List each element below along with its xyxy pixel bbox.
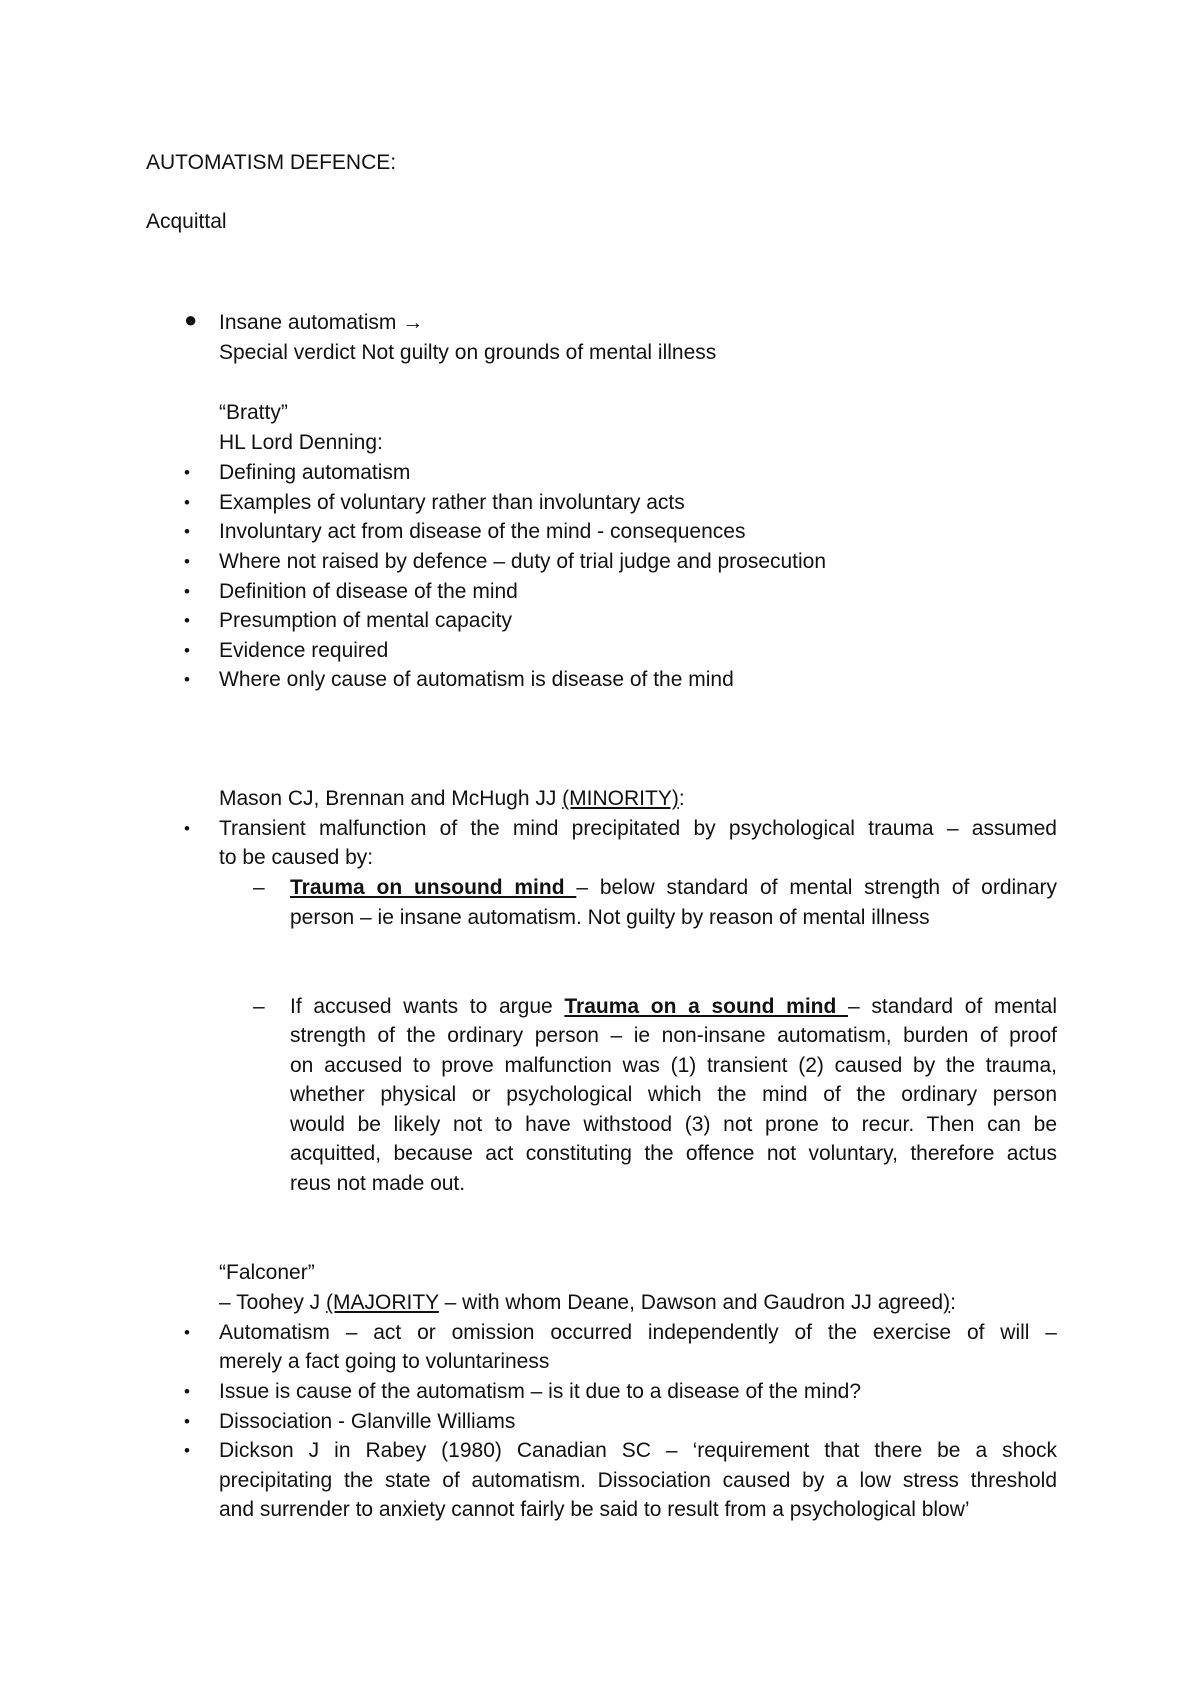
sound-mind-line1: [290, 996, 1057, 1017]
minority-judges-heading: [219, 788, 685, 809]
document-title: AUTOMATISM DEFENCE:: [146, 151, 397, 174]
sound-mind-line: reus not made out.: [290, 1172, 466, 1195]
bullet-icon: •: [184, 522, 190, 541]
bullet-icon: ●: [184, 307, 198, 332]
majority-label: (MAJORITY: [326, 1291, 439, 1314]
bullet-icon: •: [184, 611, 190, 630]
dash-icon: –: [253, 995, 265, 1018]
falconer-judges-heading: [219, 1292, 956, 1313]
list-item: Where only cause of automatism is disease of the mind: [219, 668, 734, 691]
falconer-point-automatism-line2: merely a fact going to voluntariness: [219, 1350, 550, 1373]
bullet-icon: •: [184, 582, 190, 601]
falconer-point-dissociation: Dissociation - Glanville Williams: [219, 1410, 516, 1433]
sound-mind-line: acquitted, because act constituting the offence not voluntary, therefore actus: [290, 1142, 1057, 1165]
bullet-icon: •: [184, 1441, 190, 1460]
sound-mind-line: on accused to prove malfunction was (1) transient (2) caused by the trauma,: [290, 1054, 1057, 1077]
majority-label-open: [326, 1291, 439, 1314]
sound-mind-pre: If accused wants to argue: [290, 995, 565, 1018]
unsound-mind-line1: [290, 877, 1057, 898]
list-item: Presumption of mental capacity: [219, 609, 512, 632]
sound-mind-term: Trauma on a sound mind: [564, 995, 848, 1018]
minority-judges: Mason CJ, Brennan and McHugh JJ: [219, 787, 563, 810]
falconer-point-cause: Issue is cause of the automatism – is it due to a disease of the mind?: [219, 1380, 862, 1403]
sound-mind-line: would be likely not to have withstood (3) not prone to recur. Then can be: [290, 1113, 1057, 1136]
case-name-falconer: “Falconer”: [219, 1261, 315, 1284]
unsound-mind-line2: person – ie insane automatism. Not guilty by reason of mental illness: [290, 906, 930, 929]
bullet-icon: •: [184, 1382, 190, 1401]
special-verdict-text: Special verdict Not guilty on grounds of mental illness: [219, 341, 717, 364]
unsound-mind-term: Trauma on unsound mind: [290, 876, 577, 899]
document-subtitle: Acquittal: [146, 210, 227, 233]
judge-denning: HL Lord Denning:: [219, 431, 383, 454]
transient-malfunction-line2: to be caused by:: [219, 846, 374, 869]
sound-mind-line: strength of the ordinary person – ie non-insane automatism, burden of proof: [290, 1024, 1057, 1047]
falconer-point-rabey-line1: Dickson J in Rabey (1980) Canadian SC – ‘requirement that there be a shock: [219, 1439, 1057, 1462]
colon: :: [950, 1291, 956, 1314]
majority-label-close: ): [943, 1291, 951, 1314]
list-item: Defining automatism: [219, 461, 411, 484]
list-item: Evidence required: [219, 639, 389, 662]
list-item: Where not raised by defence – duty of trial judge and prosecution: [219, 550, 827, 573]
list-item: Definition of disease of the mind: [219, 580, 518, 603]
bullet-icon: •: [184, 670, 190, 689]
transient-malfunction-line1: Transient malfunction of the mind precipitated by psychological trauma – assumed: [219, 817, 1057, 840]
insane-automatism-heading: Insane automatism →: [219, 311, 424, 334]
bullet-icon: •: [184, 493, 190, 512]
bullet-icon: •: [184, 641, 190, 660]
case-name-bratty: “Bratty”: [219, 401, 288, 424]
majority-agreed: – with whom Deane, Dawson and Gaudron JJ agreed: [438, 1291, 944, 1314]
unsound-mind-rest: – below standard of mental strength of ordinary: [576, 876, 1058, 899]
minority-label: (MINORITY): [562, 787, 679, 810]
bullet-icon: •: [184, 1412, 190, 1431]
list-item: Examples of voluntary rather than involuntary acts: [219, 491, 685, 514]
sound-mind-line: whether physical or psychological which the mind of the ordinary person: [290, 1083, 1057, 1106]
bullet-icon: •: [184, 552, 190, 571]
toohey-judge: – Toohey J: [219, 1291, 327, 1314]
sound-mind-rest: – standard of mental: [848, 995, 1058, 1018]
bullet-icon: •: [184, 819, 190, 838]
falconer-point-automatism-line1: Automatism – act or omission occurred independently of the exercise of will –: [219, 1321, 1057, 1344]
list-item: Involuntary act from disease of the mind - consequences: [219, 520, 746, 543]
bullet-icon: •: [184, 463, 190, 482]
falconer-point-rabey-line2: precipitating the state of automatism. Dissociation caused by a low stress threshold: [219, 1469, 1057, 1492]
bullet-icon: •: [184, 1323, 190, 1342]
dash-icon: –: [253, 876, 265, 899]
colon: :: [678, 787, 685, 810]
falconer-point-rabey-line3: and surrender to anxiety cannot fairly be said to result from a psychological blow’: [219, 1498, 970, 1521]
